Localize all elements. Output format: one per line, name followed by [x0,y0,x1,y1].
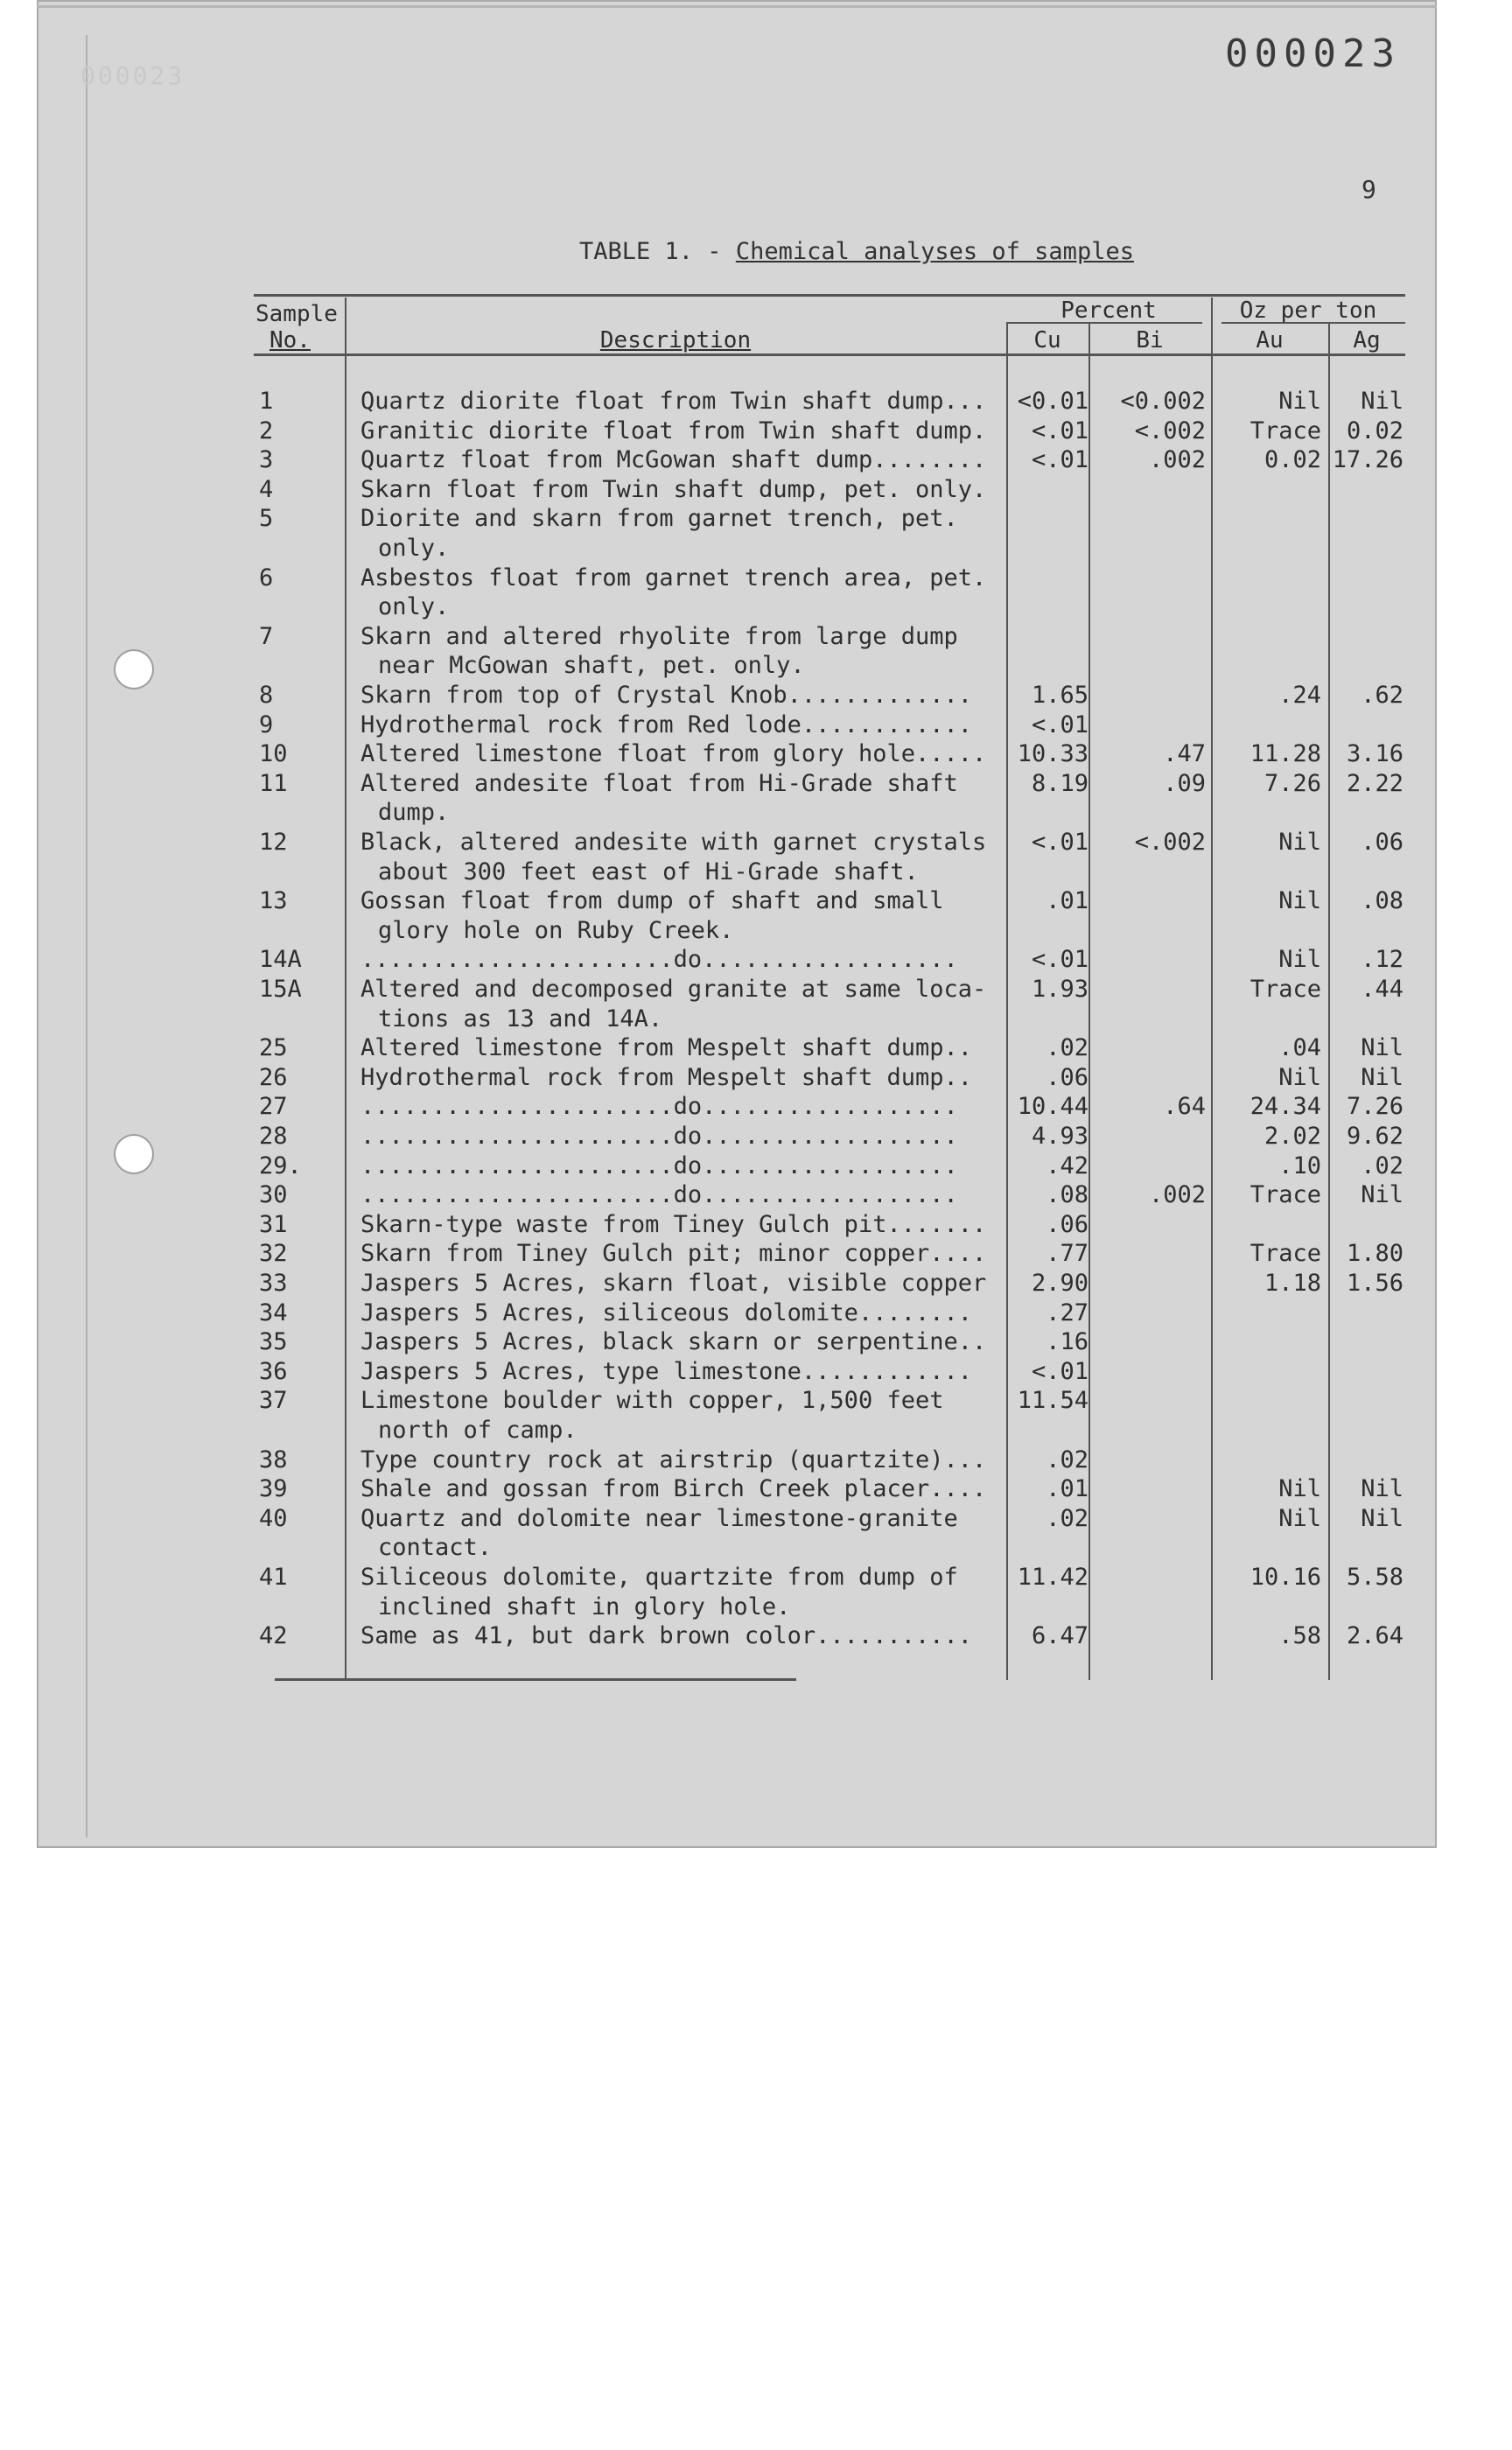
row-au: 10.16 [1250,1564,1321,1591]
row-description-line: ......................do.................. [360,946,958,974]
row-ag: Nil [1361,1504,1404,1532]
row-bi: .002 [1148,1181,1206,1209]
row-au: 24.34 [1250,1093,1321,1121]
row-description-line: Jaspers 5 Acres, siliceous dolomite........ [360,1298,972,1326]
row-sample-no: 39 [259,1475,288,1503]
row-description-line: Altered and decomposed granite at same loca- [360,976,987,1003]
header-no: No. [270,327,311,354]
row-description-line: Diorite and skarn from garnet trench, pet. [360,505,958,533]
row-cu: 10.44 [1017,1093,1088,1121]
row-sample-no: 36 [259,1357,288,1385]
row-sample-no: 4 [259,475,274,503]
row-cu: 1.65 [1031,682,1088,709]
row-description-line: Quartz float from McGowan shaft dump........ [360,446,987,474]
row-description-line: Shale and gossan from Birch Creek placer.... [360,1475,987,1503]
row-sample-no: 8 [259,682,274,709]
row-description-line: Hydrothermal rock from Mespelt shaft dump.. [360,1063,972,1091]
row-sample-no: 26 [259,1063,288,1091]
row-au: 7.26 [1264,769,1321,797]
row-au: 1.18 [1264,1270,1321,1297]
header-percent: Percent [1060,298,1157,324]
row-description-line: Granitic diorite float from Twin shaft dump. [360,416,987,444]
row-cu: <.01 [1031,829,1088,856]
row-ag: 9.62 [1346,1123,1404,1150]
row-cu: 11.42 [1017,1564,1088,1591]
row-sample-no: 32 [259,1240,288,1268]
row-description-line: Skarn from Tiney Gulch pit; minor copper.... [360,1240,987,1268]
row-cu: <.01 [1031,946,1088,974]
row-description-line: Black, altered andesite with garnet crystals [360,829,987,856]
row-ag: .44 [1361,976,1404,1003]
row-description-line: glory hole on Ruby Creek. [378,916,734,944]
row-ag: .02 [1361,1152,1404,1180]
row-sample-no: 34 [259,1298,288,1326]
row-ag: Nil [1361,1034,1404,1062]
header-ag: Ag [1353,327,1381,354]
row-ag: Nil [1361,388,1404,415]
row-cu: <.01 [1031,710,1088,738]
row-description-line: Altered limestone float from glory hole..... [360,740,987,768]
row-ag: .06 [1361,829,1404,856]
row-description-line: Quartz and dolomite near limestone-granite [360,1504,958,1532]
row-cu: .77 [1046,1240,1088,1268]
row-description-line: tions as 13 and 14A. [378,1004,663,1032]
row-cu: .42 [1046,1152,1088,1180]
table-title-text: Chemical analyses of samples [735,238,1134,265]
document-number: 000023 [1225,32,1401,76]
row-sample-no: 13 [259,887,288,915]
faint-stamp-text: 000023 [80,61,186,90]
row-sample-no: 12 [259,829,288,856]
row-cu: .02 [1046,1446,1088,1474]
row-au: .58 [1278,1622,1321,1650]
row-bi: <.002 [1134,829,1206,856]
row-description-line: only. [378,593,450,621]
row-au: Trace [1250,1240,1321,1268]
row-description-line: Hydrothermal rock from Red lode............ [360,710,972,738]
row-ag: Nil [1361,1181,1404,1209]
row-au: .10 [1278,1152,1321,1180]
row-sample-no: 25 [259,1034,288,1062]
row-sample-no: 28 [259,1123,288,1150]
row-au: Nil [1278,1504,1321,1532]
header-sample: Sample [256,301,338,327]
row-ag: 1.56 [1346,1270,1404,1297]
row-cu: 10.33 [1017,740,1088,768]
row-au: 2.02 [1264,1123,1321,1150]
table-title [579,238,1134,265]
row-description-line: Siliceous dolomite, quartzite from dump of [360,1564,958,1591]
row-cu: <.01 [1031,416,1088,444]
analysis-table [254,289,1405,1720]
row-au: .04 [1278,1034,1321,1062]
row-au: Nil [1278,388,1321,415]
page-edge-top [37,5,1437,8]
row-description-line: Jaspers 5 Acres, type limestone............ [360,1357,972,1385]
row-ag: Nil [1361,1475,1404,1503]
row-au: Nil [1278,1063,1321,1091]
row-bi: <.002 [1134,416,1206,444]
row-bi: .64 [1163,1093,1206,1121]
row-cu: 8.19 [1031,769,1088,797]
row-sample-no: 41 [259,1564,288,1591]
rule-after-cu [1088,324,1090,1680]
row-au: Nil [1278,1475,1321,1503]
table-title-prefix: TABLE 1. - [579,238,736,265]
row-ag: .12 [1361,946,1404,974]
row-description-line: north of camp. [378,1417,578,1444]
row-sample-no: 29. [259,1152,302,1180]
row-description-line: Jaspers 5 Acres, skarn float, visible copper [360,1270,987,1297]
header-cu: Cu [1033,327,1061,354]
row-ag: 2.64 [1346,1622,1404,1650]
row-cu: .27 [1046,1298,1088,1326]
row-cu: .02 [1046,1504,1088,1532]
row-sample-no: 40 [259,1504,288,1532]
row-sample-no: 15A [259,976,302,1003]
row-description-line: ......................do.................. [360,1123,958,1150]
row-au: Nil [1278,829,1321,856]
row-ag: .08 [1361,887,1404,915]
row-ag: .62 [1361,682,1404,709]
row-cu: 4.93 [1031,1123,1088,1150]
row-sample-no: 27 [259,1093,288,1121]
row-sample-no: 10 [259,740,288,768]
row-bi: .002 [1148,446,1206,474]
row-description-line: Skarn from top of Crystal Knob............. [360,682,972,709]
row-ag: 0.02 [1346,416,1404,444]
header-oz-per-ton: Oz per ton [1239,298,1377,324]
row-description-line: near McGowan shaft, pet. only. [378,652,805,680]
row-description-line: Type country rock at airstrip (quartzite)... [360,1446,987,1474]
row-sample-no: 7 [259,622,274,650]
row-au: Nil [1278,946,1321,974]
row-au: .24 [1278,682,1321,709]
header-au: Au [1256,327,1284,354]
row-description-line: inclined shaft in glory hole. [378,1592,791,1620]
row-description-line: only. [378,535,450,562]
row-description-line: Limestone boulder with copper, 1,500 feet [360,1387,944,1415]
row-sample-no: 5 [259,505,274,533]
row-sample-no: 3 [259,446,274,474]
page-number: 9 [1362,175,1376,204]
row-sample-no: 38 [259,1446,288,1474]
header-description: Description [599,327,752,354]
row-ag: 17.26 [1332,446,1404,474]
row-description-line: Altered andesite float from Hi-Grade shaft [360,769,958,797]
row-ag: 7.26 [1346,1093,1404,1121]
row-cu: .01 [1046,887,1088,915]
row-description-line: Skarn and altered rhyolite from large dump [360,622,958,650]
row-description-line: contact. [378,1534,493,1562]
row-au: 0.02 [1264,446,1321,474]
row-cu: .06 [1046,1210,1088,1238]
punch-hole-top [114,649,154,690]
rule-after-no [345,298,346,1680]
row-au: Nil [1278,887,1321,915]
row-cu: 1.93 [1031,976,1088,1003]
row-cu: .08 [1046,1181,1088,1209]
row-description-line: Gossan float from dump of shaft and small [360,887,944,915]
row-cu: 6.47 [1031,1622,1088,1650]
row-description-line: Asbestos float from garnet trench area, pet. [360,564,987,592]
row-sample-no: 1 [259,388,274,415]
row-ag: 3.16 [1346,740,1404,768]
row-au: 11.28 [1250,740,1321,768]
row-au: Trace [1250,976,1321,1003]
row-cu: <.01 [1031,1357,1088,1385]
row-sample-no: 31 [259,1210,288,1238]
row-sample-no: 37 [259,1387,288,1415]
row-ag: 5.58 [1346,1564,1404,1591]
punch-hole-bottom [114,1134,154,1174]
row-ag: 2.22 [1346,769,1404,797]
row-description-line: Altered limestone from Mespelt shaft dump.. [360,1034,972,1062]
row-description-line: Skarn float from Twin shaft dump, pet. only. [360,475,987,503]
row-description-line: dump. [378,799,450,827]
row-sample-no: 35 [259,1328,288,1356]
row-bi: <0.002 [1120,388,1206,415]
row-au: Trace [1250,1181,1321,1209]
row-bi: .09 [1163,769,1206,797]
row-description-line: Same as 41, but dark brown color........... [360,1622,972,1650]
row-ag: Nil [1361,1063,1404,1091]
row-sample-no: 6 [259,564,274,592]
row-description-line: ......................do.................. [360,1181,958,1209]
row-cu: <0.01 [1017,388,1088,415]
row-cu: .16 [1046,1328,1088,1356]
row-bi: .47 [1163,740,1206,768]
row-ag: 1.80 [1346,1240,1404,1268]
row-sample-no: 2 [259,416,274,444]
row-description-line: ......................do.................. [360,1152,958,1180]
table-end-rule [275,1678,796,1681]
row-cu: <.01 [1031,446,1088,474]
row-sample-no: 33 [259,1270,288,1297]
row-sample-no: 11 [259,769,288,797]
row-sample-no: 14A [259,946,302,974]
header-bi: Bi [1136,327,1164,354]
row-sample-no: 30 [259,1181,288,1209]
page-edge-left [86,35,88,1838]
row-description-line: Quartz diorite float from Twin shaft dump... [360,388,987,415]
row-description-line: Skarn-type waste from Tiney Gulch pit....... [360,1210,987,1238]
row-cu: .06 [1046,1063,1088,1091]
row-description-line: ......................do.................. [360,1093,958,1121]
row-au: Trace [1250,416,1321,444]
row-cu: .02 [1046,1034,1088,1062]
row-cu: 2.90 [1031,1270,1088,1297]
row-cu: 11.54 [1017,1387,1088,1415]
row-sample-no: 42 [259,1622,288,1650]
row-description-line: Jaspers 5 Acres, black skarn or serpentine.. [360,1328,987,1356]
row-sample-no: 9 [259,710,274,738]
row-description-line: about 300 feet east of Hi-Grade shaft. [378,858,919,886]
row-cu: .01 [1046,1475,1088,1503]
